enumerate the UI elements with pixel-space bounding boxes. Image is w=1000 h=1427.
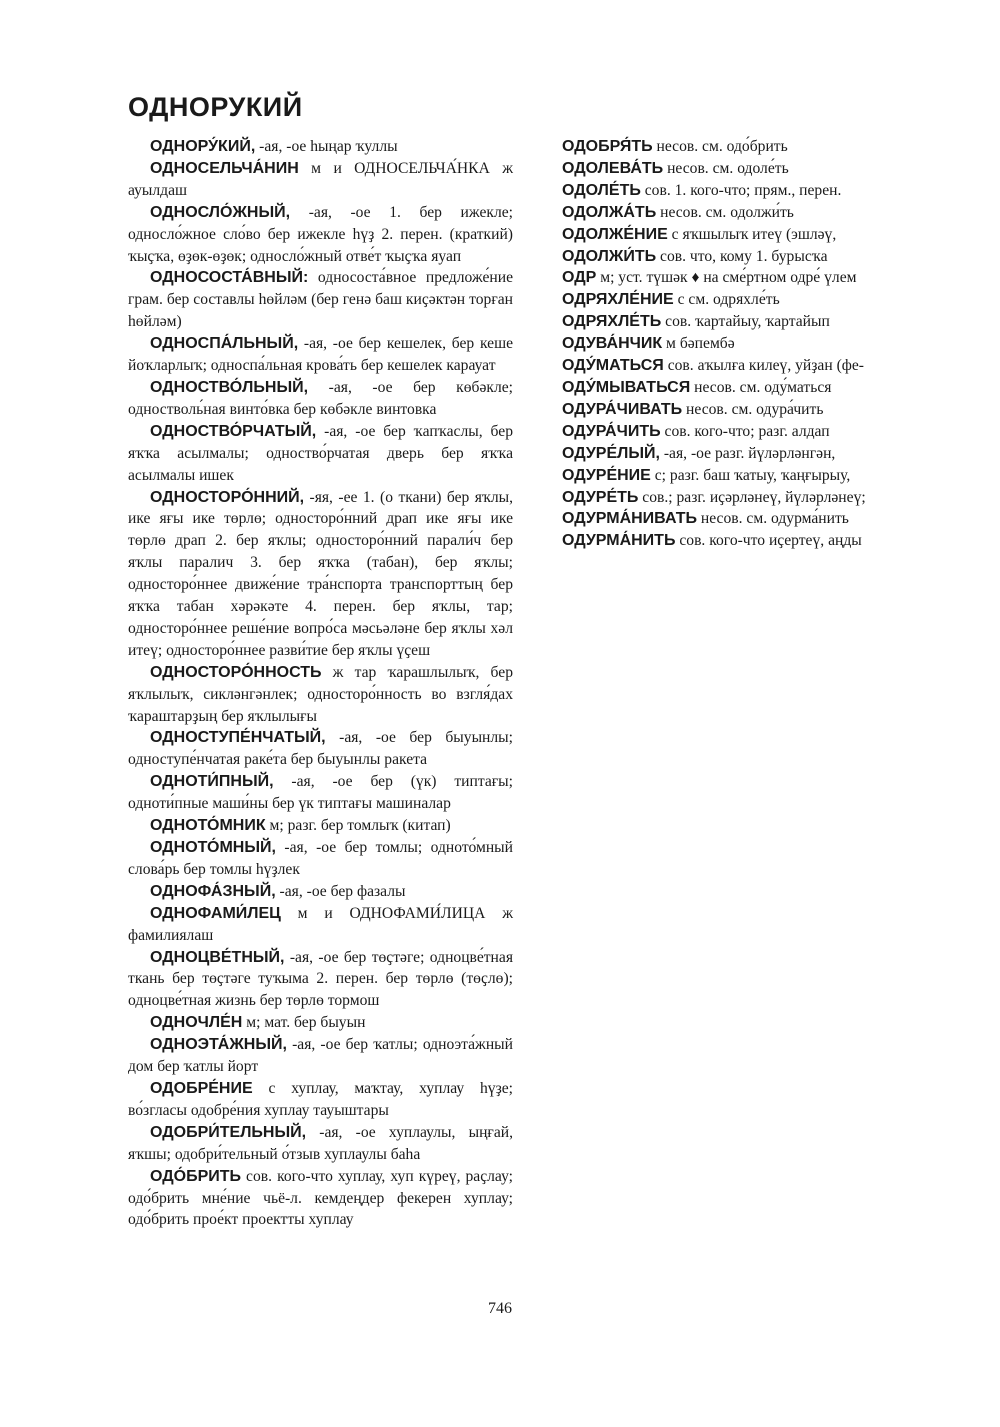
- headword: ОДНОЦВЕ́ТНЫЙ,: [150, 948, 285, 966]
- headword: ОДНОСПА́ЛЬНЫЙ,: [150, 335, 299, 353]
- dictionary-entry: [128, 662, 513, 728]
- headword: ОДНОРУ́КИЙ,: [150, 138, 256, 155]
- headword: ОДНОСТВО́ЛЬНЫЙ,: [150, 378, 309, 396]
- dictionary-entry: [540, 180, 925, 202]
- definition: -ая, -ое бер (үк) типтағы; одноти́пные маши́ны бер үк типтағы машиналар: [128, 773, 513, 813]
- left-column: [128, 136, 513, 1231]
- dictionary-entry: [540, 421, 925, 443]
- headword: ОДУВА́НЧИК: [562, 335, 663, 353]
- headword: ОДНОЧЛЕ́Н: [150, 1014, 243, 1032]
- headword: ОДРЯХЛЕ́НИЕ: [562, 291, 674, 309]
- definition: несов. см. одурма́нить: [696, 510, 849, 528]
- dictionary-entry: [540, 508, 925, 530]
- headword: ОДОБРЕ́НИЕ: [150, 1079, 253, 1097]
- definition: м; уст. түшәк ♦ на сме́ртном одре́ үлем: [596, 269, 857, 287]
- headword: ОДРЯХЛЕ́ТЬ: [562, 313, 662, 331]
- headword: ОДУРЕ́ЛЫЙ,: [562, 444, 660, 462]
- definition: -ая, -ое һыңар ҡуллы: [255, 138, 398, 155]
- headword: ОДНОТИ́ПНЫЙ,: [150, 773, 274, 791]
- definition: сов. кого-что; разг. алдап: [660, 422, 830, 440]
- definition: -ая, -ое бер ҡапҡаслы, бер яҡҡа асылмалы; одноство́рчатая дверь бер яҡҡа асылмалы ишек: [128, 422, 513, 484]
- dictionary-entry: [128, 333, 513, 377]
- dictionary-entry: [128, 158, 513, 202]
- dictionary-entry: [540, 289, 925, 311]
- definition: сов. кого-что хуплау, хуп күреү, раҫлау; одо́брить мне́ние чьё-л. кемдеңдер фекерен хуплау; одо́брить прое́кт проектты хуплау: [128, 1167, 513, 1229]
- headword: ОДО́БРИТЬ: [150, 1167, 242, 1185]
- dictionary-entry: [540, 311, 925, 333]
- definition: с см. одряхле́ть: [673, 291, 780, 309]
- headword: ОДР: [562, 269, 597, 287]
- dictionary-entry: [128, 815, 513, 837]
- headword: ОДНОСЕЛЬЧА́НИН: [150, 159, 299, 177]
- definition: сов.; разг. иҫәрләнеү, йүләрләнеү;: [638, 488, 866, 506]
- definition: ж тар ҡарашлылыҡ, бер яҡлылыҡ, сикләнгәнлек; односторо́нность во взгля́дах ҡараштарҙың бер яҡлылығы: [128, 663, 513, 725]
- dictionary-entry: [128, 1166, 513, 1232]
- definition: с яҡшылыҡ итеү (эшләү,: [667, 225, 837, 243]
- headword: ОДНОСТВО́РЧАТЫЙ,: [150, 422, 317, 440]
- definition: сов. что, кому 1. бурысҡа: [656, 247, 828, 265]
- definition: несов. см. одолжи́ть: [656, 203, 794, 221]
- headword: ОДНОФАМИ́ЛЕЦ: [150, 904, 281, 922]
- dictionary-entry: [128, 837, 513, 881]
- dictionary-entry: [128, 903, 513, 947]
- dictionary-entry: [128, 202, 513, 268]
- dictionary-entry: [128, 421, 513, 487]
- dictionary-entry: [540, 267, 925, 289]
- headword: ОДНОСТОРО́ННОСТЬ: [150, 663, 322, 681]
- definition: -ая, -ое бер төҫтәге; одноцве́тная ткань бер төҫтәге туҡыма 2. перен. бер төрлө (төҫлө); одноцве́тная жизнь бер төрлө тормош: [128, 948, 513, 1010]
- dictionary-entry: [540, 443, 925, 465]
- headword: ОДУРЕ́ТЬ: [562, 488, 639, 506]
- dictionary-entry: [128, 267, 513, 333]
- headword: ОДУРМА́НИВАТЬ: [562, 510, 697, 528]
- headword: ОДОБРИ́ТЕЛЬНЫЙ,: [150, 1123, 307, 1141]
- headword: ОДУРА́ЧИТЬ: [562, 422, 661, 440]
- headword: ОДУРЕ́НИЕ: [562, 466, 651, 484]
- headword: ОДУРА́ЧИВАТЬ: [562, 400, 683, 418]
- dictionary-entry: [128, 727, 513, 771]
- dictionary-entry: [128, 136, 513, 158]
- dictionary-entry: [540, 465, 925, 487]
- dictionary-entry: [540, 355, 925, 377]
- page-number: 746: [488, 1300, 512, 1317]
- definition: -ая, -ое бер ҡатлы; одноэта́жный дом бер ҡатлы йорт: [128, 1036, 513, 1076]
- right-column: [540, 136, 925, 552]
- definition: -ая, -ое 1. бер ижекле; односло́жное сло́во бер ижекле һүҙ 2. перен. (краткий) ҡыҫҡа, өҙөк-өҙөк; односло́жный отве́т ҡыҫҡа яуап: [128, 203, 513, 265]
- headword: ОДНОСТУПЕ́НЧАТЫЙ,: [150, 729, 326, 747]
- definition: однососта́вное предложе́ние грам. бер составлы һөйләм (бер генә баш киҫәктән торған һөйләм): [128, 269, 513, 331]
- dictionary-entry: [128, 1034, 513, 1078]
- dictionary-entry: [540, 487, 925, 509]
- dictionary-entry: [540, 246, 925, 268]
- definition: м и ОДНОФАМИ́ЛИЦА ж фамилиялаш: [128, 904, 513, 944]
- dictionary-entry: [540, 136, 925, 158]
- headword: ОДОБРЯ́ТЬ: [562, 138, 653, 155]
- definition: несов. см. одура́чить: [682, 400, 824, 418]
- definition: -яя, -ее 1. (о ткани) бер яҡлы, ике яғы ике төрлө; односторо́нний драп ике яғы ике төрлө драп 2. бер яҡлы; односторо́нний парали́ч бер яҡлы паралич 3. бер яҡҡа (табан), бер яҡлы; односторо́ннее движе́ние тра́нспорта транспорттың бер яҡҡа табан хәрәкәте 4. перен. бер яҡлы, тар; односторо́ннее реше́ние вопро́са мәсьәләне бер яҡлы хәл итеү; односторо́ннее разви́тие бер яҡлы үҫеш: [128, 488, 513, 659]
- dictionary-entry: [128, 947, 513, 1013]
- dictionary-entry: [128, 1122, 513, 1166]
- definition: -ая, -ое бер кешелек, бер кеше йоҡларлыҡ; односпа́льная крова́ть бер кешелек карауат: [128, 335, 513, 375]
- definition: с хуплау, маҡтау, хуплау һүҙе; во́згласы одобре́ния хуплау тауыштары: [128, 1079, 513, 1119]
- headword: ОДУ́МАТЬСЯ: [562, 357, 664, 375]
- headword: ОДОЛЕВА́ТЬ: [562, 159, 664, 177]
- headword: ОДОЛЖЕ́НИЕ: [562, 225, 668, 243]
- definition: сов. 1. кого-что; прям., перен.: [640, 181, 842, 199]
- dictionary-entry: [128, 1078, 513, 1122]
- definition: -ая, -ое разг. йүләрләнгән,: [659, 444, 836, 462]
- running-head: ОДНОРУКИЙ: [128, 92, 303, 122]
- headword: ОДУРМА́НИТЬ: [562, 532, 676, 550]
- headword: ОДНОСОСТА́ВНЫЙ:: [150, 269, 309, 287]
- definition: -ая, -ое бер фазалы: [275, 882, 406, 900]
- dictionary-entry: [540, 399, 925, 421]
- dictionary-entry: [128, 1012, 513, 1034]
- headword: ОДНОСТОРО́ННИЙ,: [150, 488, 305, 506]
- headword: ОДНОФА́ЗНЫЙ,: [150, 882, 276, 900]
- definition: несов. см. одо́брить: [652, 138, 788, 155]
- definition: несов. см. одоле́ть: [663, 159, 789, 177]
- dictionary-entry: [540, 158, 925, 180]
- headword: ОДОЛЖА́ТЬ: [562, 203, 657, 221]
- headword: ОДНОЭТА́ЖНЫЙ,: [150, 1036, 287, 1054]
- dictionary-entry: [128, 771, 513, 815]
- dictionary-entry: [540, 202, 925, 224]
- definition: сов. ҡартайыу, ҡартайып: [661, 313, 830, 331]
- definition: с; разг. баш ҡатыу, ҡаңғырыу,: [650, 466, 851, 484]
- headword: ОДУ́МЫВАТЬСЯ: [562, 378, 691, 396]
- definition: -ая, -ое бер быуынлы; одноступе́нчатая раке́та бер быуынлы ракета: [128, 729, 513, 769]
- definition: -ая, -ое бер томлы; одното́мный слова́рь бер томлы һүҙлек: [128, 839, 513, 878]
- dictionary-entry: [128, 377, 513, 421]
- definition: сов. кого-что иҫертеү, аңды: [675, 532, 862, 550]
- headword: ОДНОТО́МНЫЙ,: [150, 839, 276, 856]
- dictionary-entry: [540, 224, 925, 246]
- dictionary-entry: [540, 377, 925, 399]
- definition: сов. аҡылға килеү, уйҙан (фе-: [663, 357, 865, 375]
- definition: несов. см. оду́маться: [690, 378, 832, 396]
- dictionary-entry: [540, 333, 925, 355]
- headword: ОДНОСЛО́ЖНЫЙ,: [150, 203, 291, 221]
- definition: м; мат. бер быуын: [242, 1014, 366, 1032]
- definition: м бәпембә: [662, 335, 735, 353]
- definition: м; разг. бер томлыҡ (китап): [265, 817, 451, 835]
- definition: м и ОДНОСЕЛЬЧА́НКА ж ауылдаш: [128, 159, 513, 199]
- definition: -ая, -ое бер көбәкле; одностволь́ная винто́вка бер көбәкле винтовка: [128, 378, 513, 418]
- dictionary-entry: [128, 487, 513, 662]
- headword: ОДНОТО́МНИК: [150, 817, 266, 835]
- dictionary-entry: [128, 881, 513, 903]
- definition: -ая, -ое хуплаулы, ыңғай, яҡшы; одобри́тельный о́тзыв хуплаулы баһа: [128, 1123, 513, 1163]
- headword: ОДОЛЖИ́ТЬ: [562, 247, 657, 265]
- dictionary-entry: [540, 530, 925, 552]
- headword: ОДОЛЕ́ТЬ: [562, 181, 641, 199]
